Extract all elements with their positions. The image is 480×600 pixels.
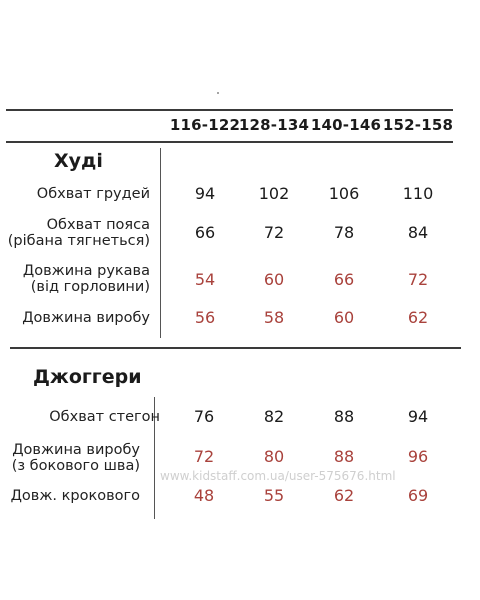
value-cell: 66	[333, 270, 355, 289]
section-divider	[10, 347, 461, 349]
value-cell: 94	[407, 407, 429, 426]
value-cell: 110	[402, 184, 434, 203]
size-header: 152-158	[382, 116, 454, 134]
section-title-hoodie: Худі	[54, 150, 103, 172]
value-cell: 94	[194, 184, 216, 203]
value-cell: 76	[193, 407, 215, 426]
row-label-line: Довжина виробу	[12, 442, 140, 458]
size-header: 116-122	[169, 116, 241, 134]
row-label	[0, 442, 140, 474]
value-cell: 60	[333, 308, 355, 327]
value-cell: 102	[258, 184, 290, 203]
row-label-line: (з бокового шва)	[11, 458, 140, 474]
row-label	[0, 263, 150, 295]
row-label	[0, 409, 160, 425]
row-label-line: Обхват грудей	[36, 186, 150, 202]
value-cell: 72	[193, 447, 215, 466]
header-bottom-divider	[6, 141, 453, 143]
value-cell: 56	[194, 308, 216, 327]
row-label	[0, 310, 150, 326]
value-cell: 84	[407, 223, 429, 242]
row-label-line: (рібана тягнеться)	[7, 233, 150, 249]
section-title-joggers: Джоггери	[33, 366, 142, 388]
size-header: 128-134	[238, 116, 310, 134]
header-top-divider	[6, 109, 453, 111]
row-label-line: Обхват стегон	[49, 409, 160, 425]
value-cell: 69	[407, 486, 429, 505]
size-header: 140-146	[310, 116, 382, 134]
row-label-line: Обхват пояса	[46, 217, 150, 233]
hoodie-column-divider	[160, 148, 161, 338]
row-label	[0, 488, 140, 504]
row-label-line: Довж. крокового	[10, 488, 140, 504]
value-cell: 96	[407, 447, 429, 466]
row-label-line: Довжина рукава	[22, 263, 150, 279]
value-cell: 55	[263, 486, 285, 505]
row-label-line: Довжина виробу	[22, 310, 150, 326]
row-label-line: (від горловини)	[30, 279, 150, 295]
value-cell: 82	[263, 407, 285, 426]
value-cell: 106	[328, 184, 360, 203]
value-cell: 58	[263, 308, 285, 327]
value-cell: 62	[333, 486, 355, 505]
value-cell: 72	[263, 223, 285, 242]
watermark: www.kidstaff.com.ua/user-575676.html	[160, 469, 396, 483]
value-cell: 48	[193, 486, 215, 505]
value-cell: 78	[333, 223, 355, 242]
value-cell: 80	[263, 447, 285, 466]
value-cell: 66	[194, 223, 216, 242]
decorative-dot	[217, 92, 219, 94]
row-label	[0, 217, 150, 249]
value-cell: 62	[407, 308, 429, 327]
row-label	[0, 186, 150, 202]
value-cell: 54	[194, 270, 216, 289]
value-cell: 88	[333, 447, 355, 466]
value-cell: 88	[333, 407, 355, 426]
value-cell: 60	[263, 270, 285, 289]
value-cell: 72	[407, 270, 429, 289]
